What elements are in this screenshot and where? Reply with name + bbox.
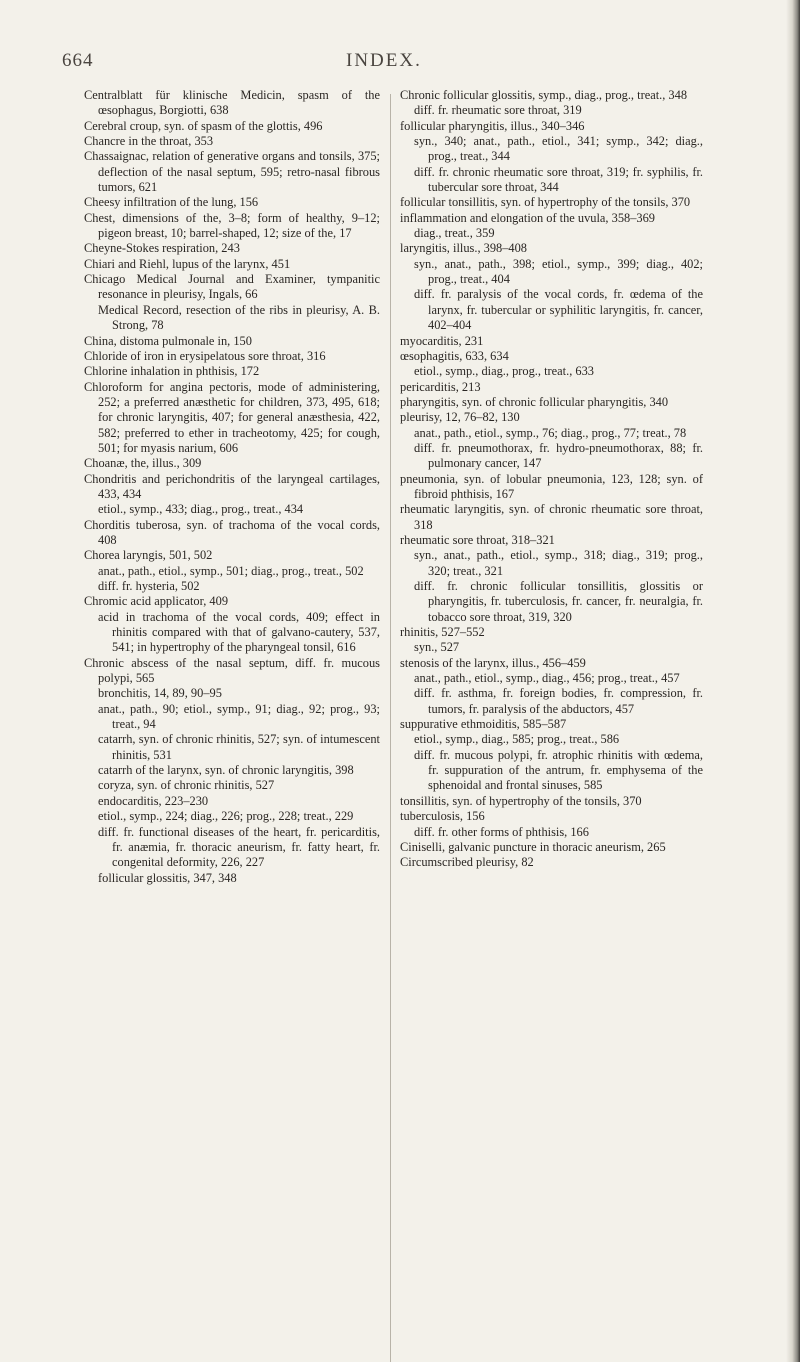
index-subentry: diff. fr. paralysis of the vocal cords, fr. œdema of the larynx, fr. tubercular or syphilitic laryngitis, fr. cancer, 402–404 <box>414 287 703 333</box>
index-entry: rhinitis, 527–552 <box>400 625 485 640</box>
index-entry: Chloroform for angina pectoris, mode of administering, 252; a preferred anæsthetic for children, 373, 495, 618; for chronic laryngitis, 407; for general anæsthesia, 422, 582; preferred to ether in tracheotomy, 425; for cough, 501; for myasis narium, 606 <box>84 379 380 455</box>
index-subentry: diff. fr. other forms of phthisis, 166 <box>414 824 589 839</box>
index-entry: Chronic follicular glossitis, symp., diag., prog., treat., 348 <box>400 88 688 102</box>
index-entry: rheumatic sore throat, 318–321 <box>400 532 555 547</box>
index-entry: inflammation and elongation of the uvula, 358–369 <box>400 210 655 225</box>
index-column-left <box>84 88 380 886</box>
index-entry: Choanæ, the, illus., 309 <box>84 456 202 471</box>
index-entry: Cheyne-Stokes respiration, 243 <box>84 241 240 256</box>
page-number: 664 <box>62 50 94 71</box>
index-entry: Chiari and Riehl, lupus of the larynx, 451 <box>84 256 291 271</box>
index-column-right <box>400 88 703 871</box>
index-entry: China, distoma pulmonale in, 150 <box>84 333 252 348</box>
running-title: INDEX. <box>346 50 422 71</box>
page-header <box>0 0 800 100</box>
index-subentry: diag., treat., 359 <box>414 226 495 241</box>
index-subentry: diff. fr. hysteria, 502 <box>98 579 200 593</box>
index-subentry: Medical Record, resection of the ribs in pleurisy, A. B. Strong, 78 <box>98 302 380 333</box>
index-entry: œsophagitis, 633, 634 <box>400 348 509 363</box>
index-entry: Chassaignac, relation of generative organs and tonsils, 375; deflection of the nasal septum, 595; retro-nasal fibrous tumors, 621 <box>84 149 380 195</box>
index-entry: Chancre in the throat, 353 <box>84 134 214 149</box>
index-subentry: anat., path., etiol., symp., 501; diag., prog., treat., 502 <box>98 563 364 578</box>
index-subentry: diff. fr. mucous polypi, fr. atrophic rhinitis with œdema, fr. suppuration of the antrum, fr. emphysema of the sphenoidal and frontal sinuses, 585 <box>414 747 703 793</box>
index-entry: stenosis of the larynx, illus., 456–459 <box>400 655 586 670</box>
index-entry: Chorditis tuberosa, syn. of trachoma of the vocal cords, 408 <box>84 517 380 547</box>
index-entry: Chronic abscess of the nasal septum, diff. fr. mucous polypi, 565 <box>84 655 380 686</box>
index-entry: Chondritis and perichondritis of the laryngeal cartilages, 433, 434 <box>84 471 380 501</box>
index-subentry: etiol., symp., diag., prog., treat., 633 <box>414 364 594 379</box>
index-entry: Cerebral croup, syn. of spasm of the glottis, 496 <box>84 118 323 133</box>
index-entry: Centralblatt für klinische Medicin, spasm of the œsophagus, Borgiotti, 638 <box>84 88 380 118</box>
index-subentry: syn., anat., path., 398; etiol., symp., 399; diag., 402; prog., treat., 404 <box>414 256 703 287</box>
index-entry: Chloride of iron in erysipelatous sore throat, 316 <box>84 348 326 363</box>
index-subentry: etiol., symp., 224; diag., 226; prog., 228; treat., 229 <box>98 809 354 824</box>
index-subentry: catarrh, syn. of chronic rhinitis, 527; syn. of intumescent rhinitis, 531 <box>98 732 380 762</box>
index-subentry: diff. fr. asthma, fr. foreign bodies, fr. compression, fr. tumors, fr. paralysis of the abductors, 457 <box>414 686 703 716</box>
index-entry: rheumatic laryngitis, syn. of chronic rheumatic sore throat, 318 <box>400 502 703 532</box>
index-subentry: diff. fr. chronic follicular tonsillitis, glossitis or pharyngitis, fr. tuberculosis, fr. cancer, fr. neuralgia, fr. tobacco sore throat, 319, 320 <box>414 579 703 624</box>
column-divider <box>390 94 391 1362</box>
index-subentry: syn., 340; anat., path., etiol., 341; symp., 342; diag., prog., treat., 344 <box>414 134 703 164</box>
index-entry: tonsillitis, syn. of hypertrophy of the tonsils, 370 <box>400 793 642 808</box>
index-entry: pharyngitis, syn. of chronic follicular pharyngitis, 340 <box>400 394 669 409</box>
index-subentry: catarrh of the larynx, syn. of chronic laryngitis, 398 <box>98 763 354 778</box>
index-subentry: anat., path., 90; etiol., symp., 91; diag., 92; prog., 93; treat., 94 <box>98 701 380 732</box>
index-subentry: endocarditis, 223–230 <box>98 793 209 808</box>
index-subentry: acid in trachoma of the vocal cords, 409; effect in rhinitis compared with that of galvano-cautery, 537, 541; in hypertrophy of the pharyngeal tonsil, 616 <box>98 609 380 655</box>
index-entry: pericarditis, 213 <box>400 379 481 394</box>
index-entry: Circumscribed pleurisy, 82 <box>400 855 534 870</box>
index-entry: Chorea laryngis, 501, 502 <box>84 548 213 563</box>
index-entry: Chicago Medical Journal and Examiner, tympanitic resonance in pleurisy, Ingals, 66 <box>84 272 380 302</box>
index-subentry: diff. fr. pneumothorax, fr. hydro-pneumothorax, 88; fr. pulmonary cancer, 147 <box>414 440 703 471</box>
index-entry: pleurisy, 12, 76–82, 130 <box>400 410 520 425</box>
index-subentry: syn., anat., path., etiol., symp., 318; diag., 319; prog., 320; treat., 321 <box>414 548 703 578</box>
index-entry: Chromic acid applicator, 409 <box>84 594 229 609</box>
index-subentry: diff. fr. functional diseases of the heart, fr. pericarditis, fr. anæmia, fr. thoracic aneurism, fr. fatty heart, fr. congenital deformity, 226, 227 <box>98 824 380 870</box>
index-entry: follicular tonsillitis, syn. of hypertrophy of the tonsils, 370 <box>400 195 691 210</box>
index-subentry: etiol., symp., 433; diag., prog., treat., 434 <box>98 502 304 517</box>
index-subentry: anat., path., etiol., symp., 76; diag., prog., 77; treat., 78 <box>414 425 687 440</box>
index-entry: follicular pharyngitis, illus., 340–346 <box>400 118 585 133</box>
index-subentry: bronchitis, 14, 89, 90–95 <box>98 686 222 701</box>
index-subentry: syn., 527 <box>414 640 460 655</box>
index-entry: tuberculosis, 156 <box>400 809 485 824</box>
index-subentry: anat., path., etiol., symp., diag., 456; prog., treat., 457 <box>414 671 680 686</box>
index-entry: Chlorine inhalation in phthisis, 172 <box>84 364 260 379</box>
index-entry: laryngitis, illus., 398–408 <box>400 241 528 256</box>
index-entry: Cheesy infiltration of the lung, 156 <box>84 195 259 210</box>
index-subentry: coryza, syn. of chronic rhinitis, 527 <box>98 778 275 793</box>
book-page-edge <box>786 0 800 1362</box>
index-entry: suppurative ethmoiditis, 585–587 <box>400 717 567 732</box>
index-subentry: etiol., symp., diag., 585; prog., treat., 586 <box>414 732 620 747</box>
index-entry: Ciniselli, galvanic puncture in thoracic aneurism, 265 <box>400 839 666 854</box>
index-entry: pneumonia, syn. of lobular pneumonia, 123, 128; syn. of fibroid phthisis, 167 <box>400 471 703 501</box>
index-entry: myocarditis, 231 <box>400 333 484 348</box>
index-subentry: follicular glossitis, 347, 348 <box>98 870 237 885</box>
index-subentry: diff. fr. rheumatic sore throat, 319 <box>414 103 582 118</box>
index-subentry: diff. fr. chronic rheumatic sore throat, 319; fr. syphilis, fr. tubercular sore throat, 344 <box>414 164 703 195</box>
index-entry: Chest, dimensions of the, 3–8; form of healthy, 9–12; pigeon breast, 10; barrel-shaped, 12; size of the, 17 <box>84 210 380 241</box>
